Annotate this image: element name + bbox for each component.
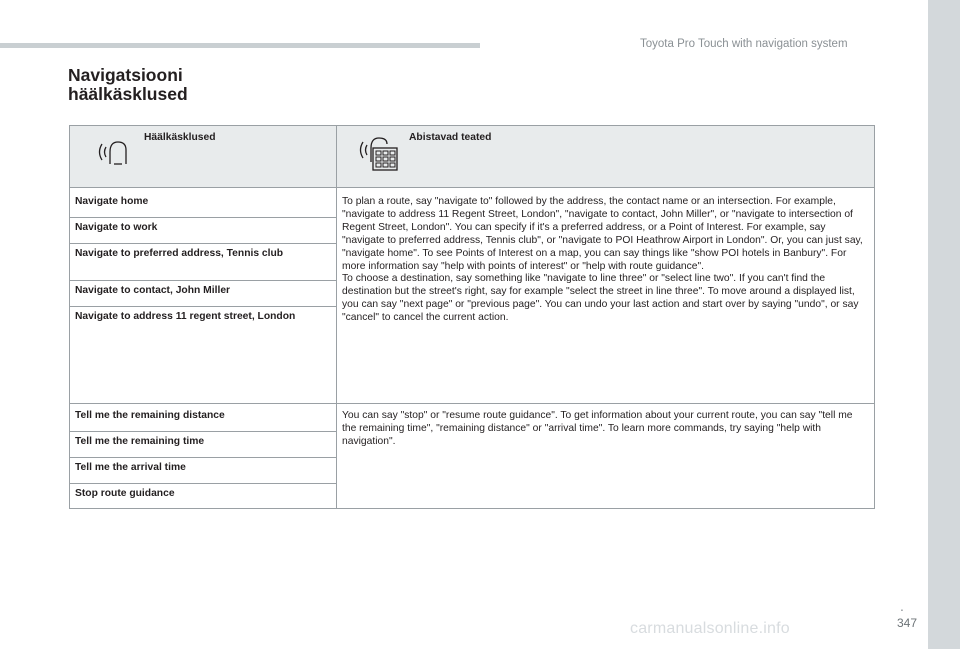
voice-commands-table xyxy=(69,125,875,509)
table-header-row xyxy=(70,126,875,188)
page-number: 347 xyxy=(897,616,918,630)
watermark: carmanualsonline.info xyxy=(630,620,790,637)
command-cell: Navigate to address 11 regent street, London xyxy=(70,307,337,404)
header-rule xyxy=(0,43,480,48)
voice-screen-icon xyxy=(357,134,399,172)
command-cell: Navigate to work xyxy=(70,218,337,244)
col2-header: Abistavad teated xyxy=(409,132,492,143)
header-title: Toyota Pro Touch with navigation system xyxy=(640,38,848,50)
col1-header: Häälkäsklused xyxy=(144,132,216,143)
table-row xyxy=(70,404,875,432)
command-cell: Tell me the remaining distance xyxy=(70,404,337,432)
table-row xyxy=(70,188,875,218)
page-title-line2: häälkäsklused xyxy=(68,84,188,104)
command-cell: Navigate to preferred address, Tennis club xyxy=(70,244,337,281)
col2-header-cell xyxy=(337,126,875,188)
command-cell: Tell me the remaining time xyxy=(70,432,337,458)
page-title-line1: Navigatsiooni xyxy=(68,65,183,85)
page-title xyxy=(68,66,188,104)
help-text-cell: To plan a route, say "navigate to" followed by the address, the contact name or an intersection. For example, "navigate to address 11 Regent Street, London", "navigate to contact, John Miller", or "navigate to intersection of Regent Street, London". You can specify if it's a preferred address, or a Point of Interest. For example, say "navigate to preferred address, Tennis club", or "navigate to POI Heathrow Airport in London". Or, you can just say, "navigate home". To see Points of Interest on a map, you can say things like "show POI hotels in Banbury". For more information say "help with points of interest" or "help with route guidance". To choose a destination, say something like "navigate to line three" or "select line two". If you can't find the destination but the street's right, say for example "select the street in line three". To move around a displayed list, you can say "next page" or "previous page". You can undo your last action and start over by saying "undo", or say "cancel" to cancel the current action. xyxy=(337,188,875,404)
command-cell: Navigate to contact, John Miller xyxy=(70,281,337,307)
side-margin-bar xyxy=(928,0,960,649)
command-cell: Navigate home xyxy=(70,188,337,218)
col1-header-cell xyxy=(70,126,337,188)
command-cell: Tell me the arrival time xyxy=(70,458,337,484)
help-text-cell: You can say "stop" or "resume route guidance". To get information about your current route, you can say "tell me the remaining time", "remaining distance" or "arrival time". To learn more commands, try saying "help with navigation". xyxy=(337,404,875,509)
voice-command-icon xyxy=(92,136,132,168)
footer-dot: . xyxy=(900,598,904,614)
command-cell: Stop route guidance xyxy=(70,484,337,509)
